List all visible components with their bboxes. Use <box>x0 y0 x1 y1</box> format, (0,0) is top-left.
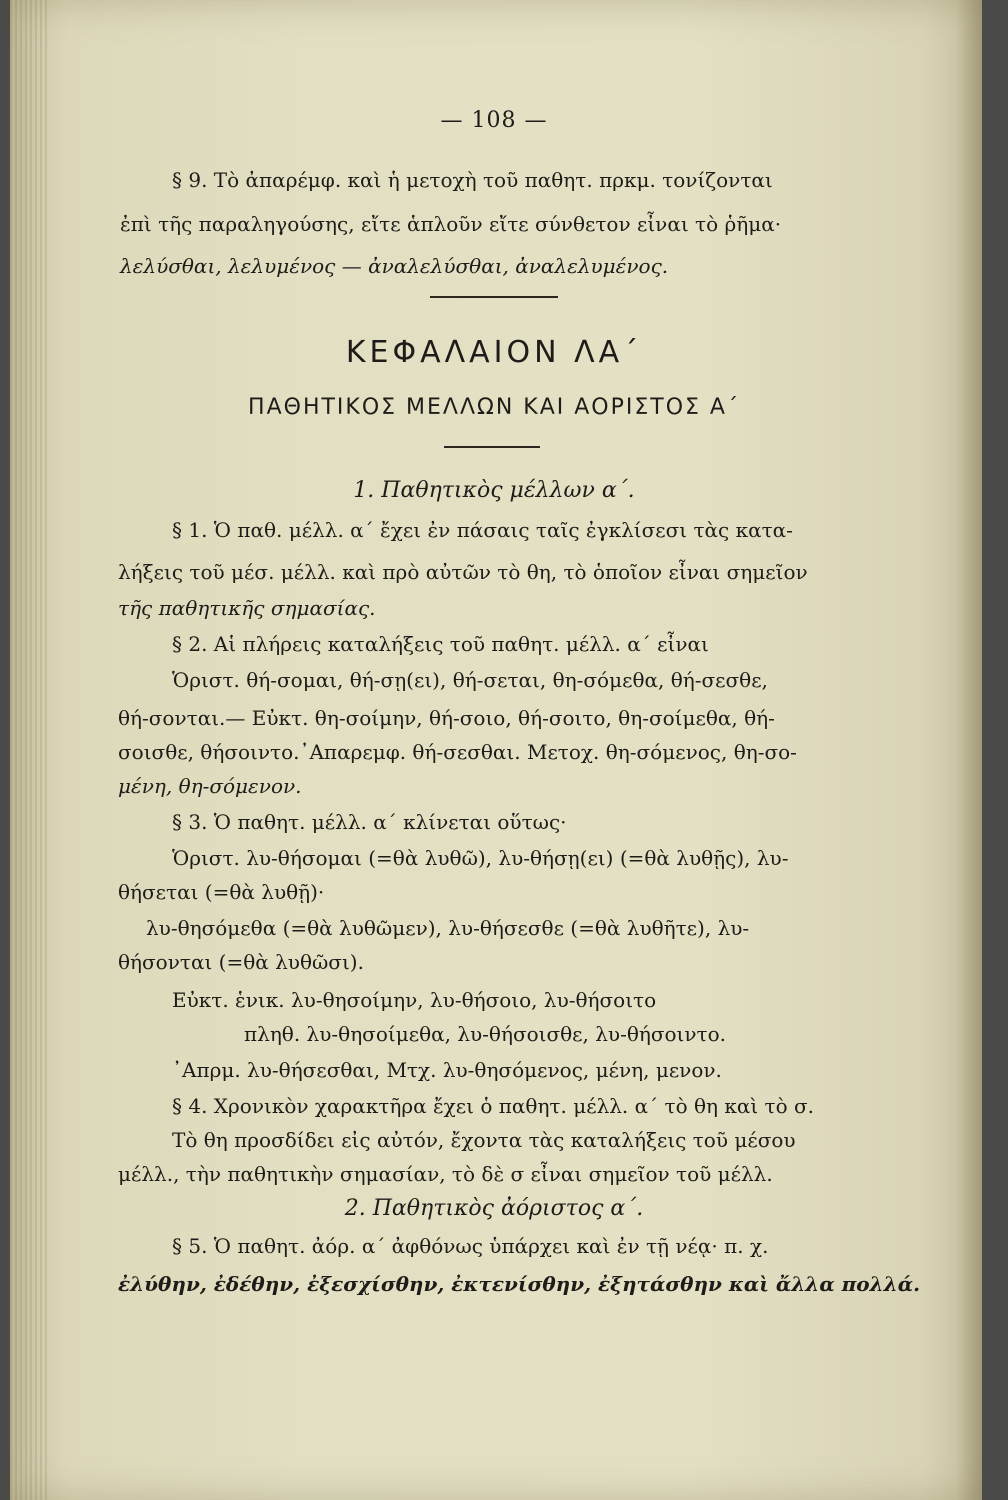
s1-line-1: § 1. Ὁ παθ. μέλλ. α΄ ἔχει ἐν πάσαις ταῖς ἐγκλίσεσι τὰς κατα- <box>172 518 793 542</box>
intro-line-3: λελύσθαι, λελυμένος — ἀναλελύσθαι, ἀναλελυμένος. <box>120 254 669 278</box>
s1-line-17: § 4. Χρονικὸν χαρακτῆρα ἔχει ὁ παθητ. μέλλ. α΄ τὸ θη καὶ τὸ σ. <box>172 1094 815 1118</box>
intro-line-1: § 9. Τὸ ἀπαρέμφ. καὶ ἡ μετοχὴ τοῦ παθητ. πρκμ. τονίζονται <box>172 168 773 192</box>
page-number: — 108 — <box>440 108 548 133</box>
s1-line-9: § 3. Ὁ παθητ. μέλλ. α΄ κλίνεται οὕτως· <box>172 810 567 834</box>
page-edge-left <box>10 0 50 1500</box>
s1-line-19: μέλλ., τὴν παθητικὴν σημασίαν, τὸ δὲ σ εἶναι σημεῖον τοῦ μέλλ. <box>118 1162 773 1186</box>
s1-line-15: πληθ. λυ-θησοίμεθα, λυ-θήσοισθε, λυ-θήσοιντο. <box>244 1022 727 1046</box>
chapter-title: ΚΕΦΑΛΑΙΟΝ ΛΑ΄ <box>345 335 643 370</box>
section-heading-2: 2. Παθητικὸς ἀόριστος α΄. <box>344 1196 644 1221</box>
s1-line-16: ᾿Απρμ. λυ-θήσεσθαι, Μτχ. λυ-θησόμενος, μένη, μενον. <box>172 1058 722 1082</box>
section-heading-1: 1. Παθητικὸς μέλλων α΄. <box>353 478 635 503</box>
s2-line-1: § 5. Ὁ παθητ. ἀόρ. α΄ ἀφθόνως ὑπάρχει καὶ ἐν τῇ νέᾳ· π. χ. <box>172 1234 769 1258</box>
s1-line-11: θήσεται (=θὰ λυθῇ)· <box>118 880 325 904</box>
chapter-subtitle: ΠΑΘΗΤΙΚΟΣ ΜΕΛΛΩΝ ΚΑΙ ΑΟΡΙΣΤΟΣ Α΄ <box>248 395 740 420</box>
page-edge-right <box>956 0 982 1500</box>
s1-line-4: § 2. Αἱ πλήρεις καταλήξεις τοῦ παθητ. μέλλ. α΄ εἶναι <box>172 632 709 656</box>
s1-line-13: θήσονται (=θὰ λυθῶσι). <box>118 950 364 974</box>
divider-rule-chapter <box>444 446 540 448</box>
s1-line-5: Ὁριστ. θή-σομαι, θή-σῃ(ει), θή-σεται, θη-σόμεθα, θή-σεσθε, <box>172 668 768 692</box>
s1-line-14: Εὐκτ. ἑνικ. λυ-θησοίμην, λυ-θήσοιο, λυ-θήσοιτο <box>172 988 657 1012</box>
s1-line-10: Ὁριστ. λυ-θήσομαι (=θὰ λυθῶ), λυ-θήσῃ(ει) (=θὰ λυθῇς), λυ- <box>172 846 789 870</box>
s1-line-12: λυ-θησόμεθα (=θὰ λυθῶμεν), λυ-θήσεσθε (=θὰ λυθῆτε), λυ- <box>146 916 750 940</box>
s1-line-2: λήξεις τοῦ μέσ. μέλλ. καὶ πρὸ αὐτῶν τὸ θη, τὸ ὁποῖον εἶναι σημεῖον <box>118 560 808 584</box>
s1-line-8: μένη, θη-σόμενον. <box>118 774 302 798</box>
s1-line-7: σοισθε, θήσοιντο.᾿Απαρεμφ. θή-σεσθαι. Μετοχ. θη-σόμενος, θη-σο- <box>118 740 797 764</box>
s1-line-3: τῆς παθητικῆς σημασίας. <box>118 596 376 620</box>
divider-rule-top <box>430 296 558 298</box>
s2-line-2: ἐλύθην, ἐδέθην, ἐξεσχίσθην, ἐκτενίσθην, ἐξητάσθην καὶ ἄλλα πολλά. <box>118 1272 921 1296</box>
s1-line-6: θή-σονται.— Εὐκτ. θη-σοίμην, θή-σοιο, θή-σοιτο, θη-σοίμεθα, θή- <box>118 706 775 730</box>
s1-line-18: Τὸ θη προσδίδει εἰς αὐτόν, ἔχοντα τὰς καταλήξεις τοῦ μέσου <box>172 1128 796 1152</box>
intro-line-2: ἐπὶ τῆς παραληγούσης, εἴτε ἁπλοῦν εἴτε σύνθετον εἶναι τὸ ῥῆμα· <box>120 212 782 236</box>
